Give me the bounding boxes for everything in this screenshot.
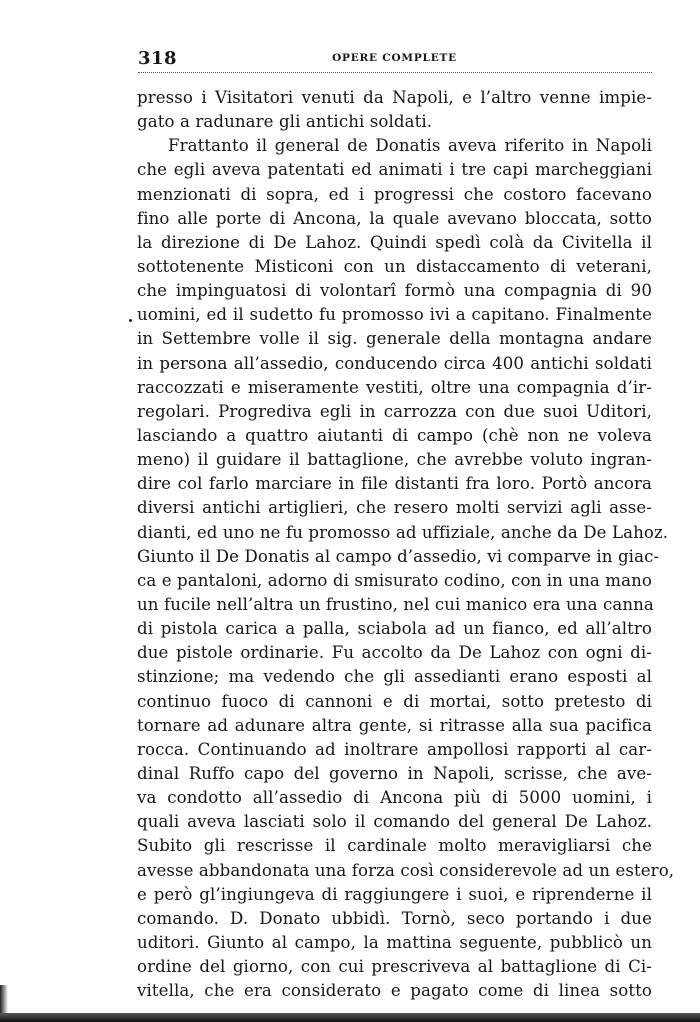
text-line: che impinguatosi di volontarî formò una compagnia di 90: [137, 281, 652, 301]
text-line: dinal Ruffo capo del governo in Napoli, scrisse, che ave-: [137, 763, 652, 783]
text-line: dire col farlo marciare in file distanti fra loro. Portò ancora: [137, 474, 652, 494]
text-line: Frattanto il general de Donatis aveva riferito in Napoli: [168, 136, 652, 156]
text-line: comando. D. Donato ubbidì. Tornò, seco portando i due: [137, 908, 652, 928]
text-line: dianti, ed uno ne fu promosso ad uffiziale, anche da De Lahoz.: [137, 522, 669, 542]
text-line: in Settembre volle il sig. generale della montagna andare: [137, 329, 652, 349]
text-line: presso i Visitatori venuti da Napoli, e l’altro venne impie-: [137, 88, 652, 107]
text-line: va condotto all’assedio di Ancona più di 5000 uomini, i: [137, 788, 652, 808]
header-rule: [138, 72, 652, 73]
text-line: continuo fuoco di cannoni e di mortai, sotto pretesto di: [137, 691, 652, 711]
margin-mark: [129, 319, 132, 322]
text-line: ca e pantaloni, adorno di smisurato codino, con in una mano: [137, 570, 652, 590]
text-line: avesse abbandonata una forza così considerevole ad un estero,: [137, 860, 675, 880]
text-line: Giunto il De Donatis al campo d’assedio, vi comparve in giac-: [137, 546, 660, 566]
page-number: 318: [138, 48, 178, 69]
text-line: Subito gli rescrisse il cardinale molto meravigliarsi che: [137, 836, 652, 856]
scan-edge-bottom: [0, 1013, 700, 1022]
text-line: un fucile nell’altra un frustino, nel cui manico era una canna: [137, 594, 654, 614]
text-line: tornare ad adunare altra gente, si ritrasse alla sua pacifica: [137, 715, 652, 735]
text-line: rocca. Continuando ad inoltrare ampollosi rapporti al car-: [137, 739, 652, 759]
text-line: la direzione di De Lahoz. Quindi spedì colà da Civitella il: [137, 232, 652, 252]
text-line: fino alle porte di Ancona, la quale avevano bloccata, sotto: [137, 208, 652, 228]
text-line: uditori. Giunto al campo, la mattina seguente, pubblicò un: [137, 932, 652, 952]
text-line: raccozzati e miseramente vestiti, oltre una compagnia d’ir-: [137, 377, 652, 397]
text-line: che egli aveva patentati ed animati i tre capi marcheggiani: [137, 160, 652, 180]
text-line: stinzione; ma vedendo che gli assedianti erano esposti al: [137, 667, 652, 687]
text-line: vitella, che era considerato e pagato come di linea sotto: [137, 981, 652, 1001]
running-title: OPERE COMPLETE: [332, 52, 457, 64]
text-line: in persona all’assedio, conducendo circa 400 antichi soldati: [137, 353, 652, 373]
text-line: e però gl’ingiungeva di raggiungere i suoi, e riprenderne il: [137, 884, 652, 904]
text-line: ordine del giorno, con cui prescriveva al battaglione di Ci-: [137, 957, 652, 977]
text-line: uomini, ed il sudetto fu promosso ivi a capitano. Finalmente: [137, 305, 652, 325]
text-line: meno) il guidare il battaglione, che avrebbe voluto ingran-: [137, 450, 652, 470]
body-text: [137, 86, 675, 1003]
text-line: regolari. Progrediva egli in carrozza con due suoi Uditori,: [137, 401, 652, 421]
text-line: diversi antichi artiglieri, che resero molti servizi agli asse-: [137, 498, 652, 518]
text-line: quali aveva lasciati solo il comando del general De Lahoz.: [137, 812, 652, 832]
text-line: due pistole ordinarie. Fu accolto da De Lahoz con ogni di-: [137, 643, 652, 663]
text-line: di pistola carica a palla, sciabola ad un fianco, ed all’altro: [137, 619, 652, 639]
page-header: [138, 44, 651, 70]
text-line: sottotenente Misticoni con un distaccamento di veterani,: [137, 256, 652, 276]
scan-edge-left: [0, 985, 8, 1015]
text-line: menzionati di sopra, ed i progressi che costoro facevano: [137, 184, 652, 204]
text-line: lasciando a quattro aiutanti di campo (chè non ne voleva: [137, 425, 652, 445]
text-line: gato a radunare gli antichi soldati.: [137, 112, 433, 132]
